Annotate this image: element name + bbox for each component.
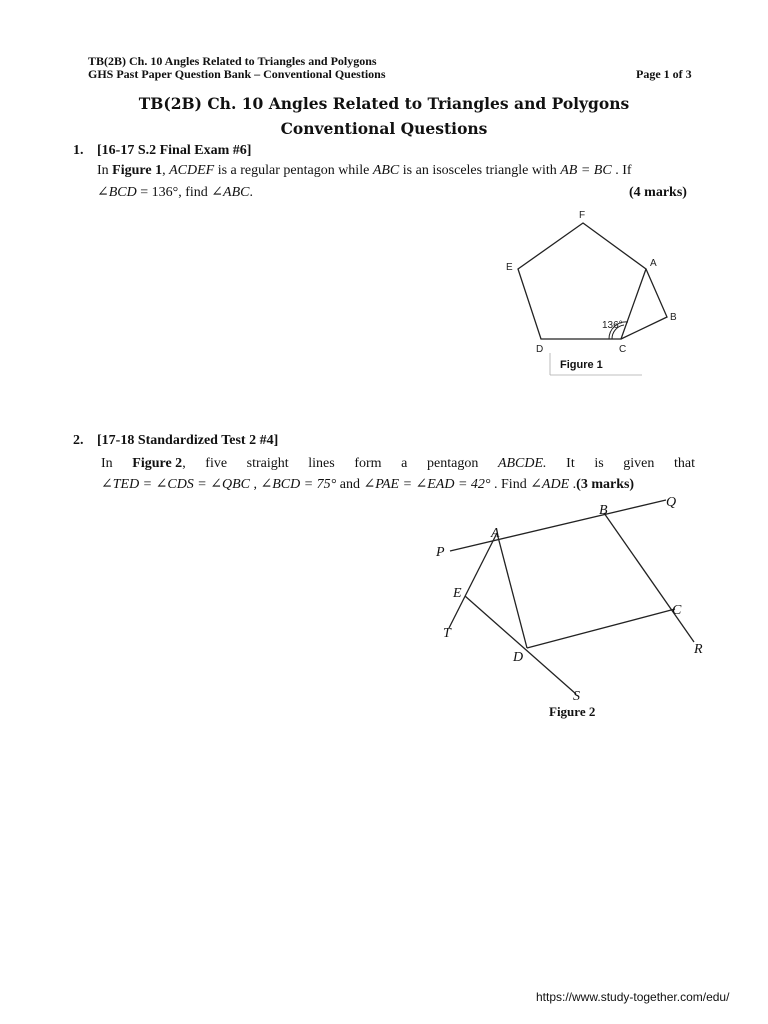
label-s: S: [573, 689, 580, 704]
label-a: A: [491, 526, 500, 541]
label-d: D: [536, 344, 544, 355]
label-c: C: [619, 344, 627, 355]
figure-1-caption: Figure 1: [560, 359, 603, 371]
label-t: T: [443, 626, 451, 641]
angle-label: 136°: [602, 320, 623, 331]
label-q: Q: [666, 495, 677, 510]
q1-text-line-1: In Figure 1, ACDEF is a regular pentagon while ABC is an isosceles triangle with AB = BC . If: [97, 163, 632, 178]
label-e: E: [453, 586, 462, 601]
header-line-2: GHS Past Paper Question Bank – Conventional Questions: [88, 67, 386, 81]
q1-text-line-2: ∠BCD = 136°, find ∠ABC.: [97, 185, 253, 200]
line-br: [604, 513, 694, 642]
label-d: D: [513, 650, 524, 665]
line-es: [465, 596, 576, 694]
label-e: E: [506, 262, 513, 273]
figure-2-caption: Figure 2: [549, 704, 596, 719]
q2-source: [17-18 Standardized Test 2 #4]: [97, 433, 279, 448]
q1-marks: (4 marks): [629, 185, 687, 200]
footer-url[interactable]: https://www.study-together.com/edu/: [536, 990, 730, 1004]
line-pq: [450, 500, 666, 551]
q2-text-line-1: In Figure 2, five straight lines form a pentagon ABCDE. It is given that: [101, 456, 695, 471]
line-ad: [497, 533, 527, 648]
header-line-1: TB(2B) Ch. 10 Angles Related to Triangles and Polygons: [88, 54, 377, 68]
document-title: TB(2B) Ch. 10 Angles Related to Triangles and Polygons: [138, 94, 630, 113]
label-a: A: [650, 258, 657, 269]
label-c: C: [672, 603, 682, 618]
label-r: R: [694, 642, 703, 657]
line-dc: [527, 609, 675, 648]
q1-number: 1.: [73, 143, 84, 158]
label-b: B: [670, 312, 677, 323]
line-at: [449, 533, 497, 628]
page-number: Page 1 of 3: [636, 67, 692, 81]
label-p: P: [436, 545, 445, 560]
q2-number: 2.: [73, 433, 84, 448]
q1-source: [16-17 S.2 Final Exam #6]: [97, 143, 252, 158]
document-subtitle: Conventional Questions: [280, 119, 488, 138]
q2-text-line-2: ∠TED = ∠CDS = ∠QBC , ∠BCD = 75° and ∠PAE = ∠EAD = 42° . Find ∠ADE .(3 marks): [101, 477, 635, 492]
label-b: B: [599, 503, 608, 518]
label-f: F: [579, 210, 586, 221]
